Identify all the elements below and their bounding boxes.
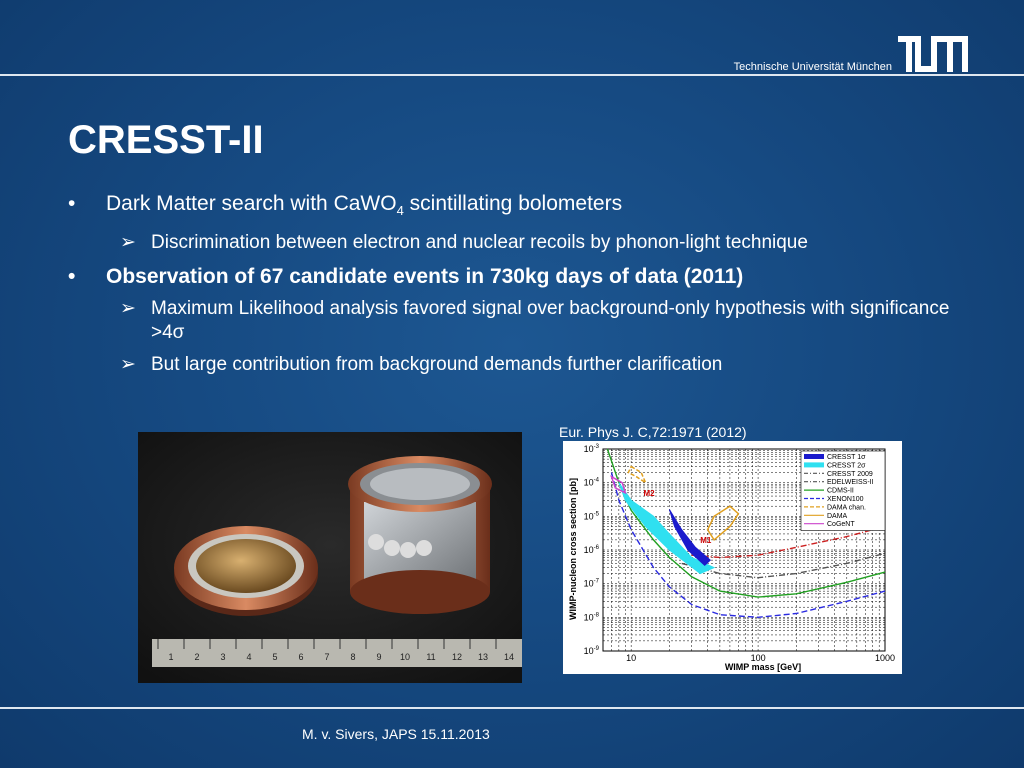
legend-label: DAMA	[827, 512, 848, 520]
sub-bullet-item	[68, 353, 968, 377]
y-tick-label: $10^{-5}$	[583, 511, 599, 522]
x-axis-label: WIMP mass [GeV]	[724, 662, 802, 672]
tum-logo	[898, 36, 970, 72]
bullet-dot: •	[68, 192, 76, 215]
exclusion-plot	[563, 441, 902, 674]
bullet-list	[68, 190, 968, 385]
x-tick-label: 10	[626, 653, 637, 663]
y-tick-label: $10^{-4}$	[583, 477, 599, 488]
arrow-bullet-icon: ➢	[120, 354, 136, 376]
legend-label: CRESST 2σ	[827, 462, 866, 470]
legend-label: DAMA chan.	[827, 504, 866, 512]
x-tick-label: 100	[750, 653, 766, 663]
sub-bullet-text: Maximum Likelihood analysis favored signal over background-only hypothesis with significance >4σ	[151, 298, 950, 344]
ruler-number: 14	[503, 652, 515, 662]
ruler-number: 1	[168, 652, 174, 662]
bullet-text-end: scintillating bolometers	[403, 192, 623, 215]
slide-title: CRESST-II	[68, 118, 264, 162]
legend-swatch	[804, 454, 824, 459]
ruler-number: 10	[399, 652, 411, 662]
legend-swatch	[804, 462, 824, 467]
university-name: Technische Universität München	[733, 61, 892, 73]
ruler-number: 9	[376, 652, 382, 662]
footer-divider	[0, 707, 1024, 709]
y-tick-label: $10^{-7}$	[583, 578, 599, 589]
ruler-number: 8	[350, 652, 356, 662]
ruler-number: 13	[477, 652, 489, 662]
header-divider	[0, 74, 1024, 76]
ruler-number: 5	[272, 652, 278, 662]
legend-label: CoGeNT	[827, 521, 855, 529]
sub-bullet-item	[68, 297, 968, 345]
arrow-bullet-icon: ➢	[120, 298, 136, 320]
footer-text: M. v. Sivers, JAPS 15.11.2013	[302, 726, 490, 742]
bullet-dot: •	[68, 265, 76, 289]
legend-label: CRESST 1σ	[827, 454, 866, 461]
arrow-bullet-icon: ➢	[120, 232, 136, 254]
legend-label: CDMS-II	[827, 487, 854, 495]
y-tick-label: $10^{-6}$	[583, 545, 599, 555]
bullet-item	[68, 190, 968, 225]
exclusion-plot-svg	[563, 441, 902, 674]
y-tick-label: $10^{-8}$	[583, 612, 599, 623]
legend-label: CRESST 2009	[827, 470, 873, 478]
region-label-m2: M2	[643, 489, 655, 499]
legend-label: EDELWEISS-II	[827, 479, 874, 487]
sub-bullet-text: Discrimination between electron and nuclear recoils by phonon-light technique	[151, 232, 808, 254]
detector-module-photo	[138, 432, 522, 683]
bullet-subscript: 4	[396, 203, 404, 219]
x-tick-label: 1000	[874, 653, 896, 663]
y-tick-label: $10^{-9}$	[583, 646, 599, 656]
ruler-number: 7	[324, 652, 330, 662]
ruler-number: 2	[194, 652, 200, 662]
legend-label: XENON100	[827, 496, 864, 503]
bullet-text: Dark Matter search with CaWO	[106, 192, 397, 215]
y-axis-label: WIMP-nucleon cross section [pb]	[568, 477, 578, 621]
sub-bullet-text: But large contribution from background demands further clarification	[151, 354, 723, 376]
citation: Eur. Phys J. C,72:1971 (2012)	[559, 424, 747, 440]
bullet-item	[68, 263, 968, 291]
ruler-number: 3	[220, 652, 226, 662]
ruler-number: 12	[451, 652, 463, 662]
region-label-m1: M1	[700, 536, 712, 546]
ruler-number: 11	[426, 652, 436, 662]
sub-bullet-item	[68, 231, 968, 255]
bullet-text: Observation of 67 candidate events in 730kg days of data (2011)	[106, 265, 744, 289]
y-tick-label: $10^{-3}$	[583, 444, 599, 454]
ruler-number: 4	[246, 652, 252, 662]
ruler-number: 6	[298, 652, 304, 662]
